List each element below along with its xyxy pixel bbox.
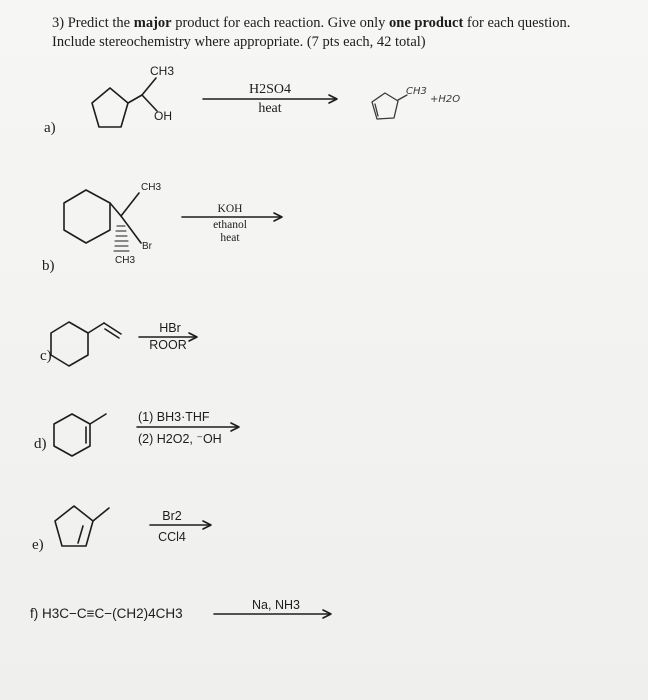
label-b: b) bbox=[42, 258, 55, 274]
a-ch3: CH3 bbox=[150, 64, 175, 78]
c-reagent-1: HBr bbox=[159, 321, 181, 335]
b-ch3-bottom: CH3 bbox=[115, 255, 136, 266]
header-bold-one-product: one product bbox=[389, 15, 464, 31]
answer-a-h2o: +H2O bbox=[430, 94, 461, 105]
b-reagent-1: KOH bbox=[217, 203, 243, 215]
b-ch3-top: CH3 bbox=[141, 182, 162, 193]
b-reagent-2: ethanol bbox=[213, 219, 247, 231]
label-d: d) bbox=[34, 436, 47, 452]
b-reagent-3: heat bbox=[220, 232, 240, 244]
label-c: c) bbox=[40, 348, 52, 364]
bond-e-methyl bbox=[93, 508, 109, 521]
answer-a-ch3: CH3 bbox=[406, 86, 427, 97]
bond-b-ring bbox=[110, 203, 121, 216]
label-f: f) bbox=[30, 606, 39, 621]
label-e: e) bbox=[32, 537, 44, 553]
bond-d-methyl bbox=[90, 414, 106, 424]
d-reagent-1: (1) BH3·THF bbox=[138, 410, 210, 424]
b-br: Br bbox=[142, 241, 152, 252]
double-bond-e bbox=[78, 526, 83, 543]
e-reagent-2: CCl4 bbox=[158, 530, 186, 544]
e-reagent-1: Br2 bbox=[162, 509, 182, 523]
header-text-1: 3) Predict the bbox=[52, 15, 134, 31]
header-bold-major: major bbox=[133, 15, 172, 31]
bond-a-ring-center bbox=[128, 95, 142, 103]
d-reagent-2: (2) H2O2, ⁻OH bbox=[138, 432, 222, 446]
a-reagent-1: H2SO4 bbox=[248, 82, 291, 97]
header-text-3: for each question. bbox=[463, 15, 571, 31]
bond-c-2b bbox=[105, 329, 119, 338]
bond-a-ch3 bbox=[142, 78, 156, 95]
c-reagent-2: ROOR bbox=[149, 338, 187, 352]
bond-c-1 bbox=[88, 323, 104, 333]
bond-c-2 bbox=[104, 323, 121, 334]
f-question bbox=[30, 606, 183, 621]
bond-b-ch3-top bbox=[121, 193, 139, 216]
header-line-2: Include stereochemistry where appropriate. (7 pts each, 42 total) bbox=[52, 34, 426, 50]
f-substrate: H3C−C≡C−(CH2)4CH3 bbox=[42, 606, 183, 621]
bond-b-br bbox=[121, 216, 141, 243]
cyclohexene-ring-d bbox=[54, 414, 90, 456]
header-text-2: product for each reaction. Give only bbox=[171, 15, 390, 31]
label-a: a) bbox=[44, 120, 56, 136]
cyclohexane-ring-c bbox=[51, 322, 88, 366]
cyclohexane-ring-b bbox=[64, 190, 110, 243]
cyclopentane-ring-a bbox=[92, 88, 128, 127]
a-oh: OH bbox=[154, 109, 172, 123]
cyclopentene-ring-e bbox=[55, 506, 93, 546]
a-reagent-2: heat bbox=[258, 101, 282, 116]
f-reagent-1: Na, NH3 bbox=[252, 598, 300, 612]
